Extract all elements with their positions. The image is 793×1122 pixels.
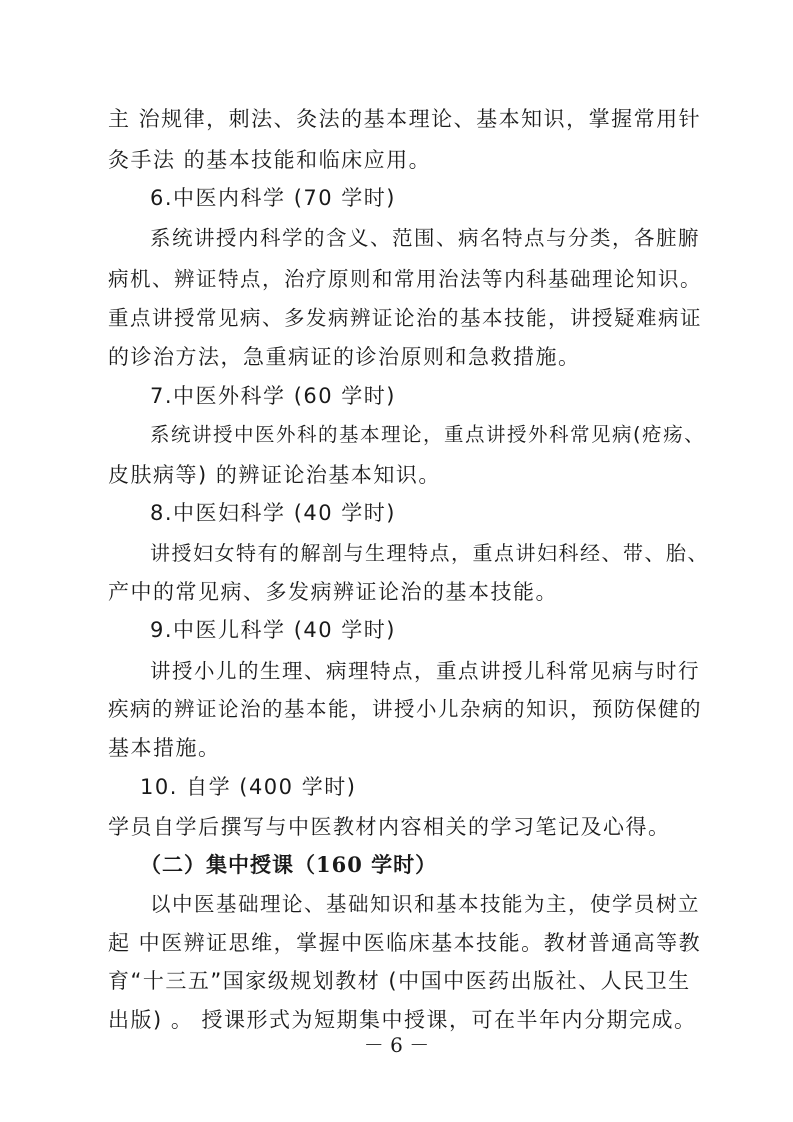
text-line: 主 治规律，刺法、灸法的基本理论、基本知识，掌握常用针 <box>108 107 702 131</box>
text-line: 产中的常见病、多发病辨证论治的基本技能。 <box>108 580 558 604</box>
section-heading: 7.中医外科学 (60 学时) <box>150 384 396 408</box>
text-line: 系统讲授内科学的含义、范围、病名特点与分类，各脏腑 <box>150 226 700 250</box>
text-line: 灸手法 的基本技能和临床应用。 <box>108 148 432 172</box>
section-heading: 9.中医儿科学 (40 学时) <box>150 618 396 642</box>
text-line: 讲授小儿的生理、病理特点，重点讲授儿科常见病与时行 <box>150 659 700 683</box>
text-line: 病机、辨证特点，治疗原则和常用治法等内科基础理论知识。 <box>108 267 702 291</box>
section-heading: 10. 自学 (400 学时) <box>140 775 357 799</box>
subsection-heading: （二）集中授课（160 学时） <box>140 852 438 877</box>
text-line: 出版) 。 授课形式为短期集中授课，可在半年内分期完成。 <box>108 1008 697 1032</box>
text-line: 起 中医辨证思维，掌握中医临床基本技能。教材普通高等教 <box>108 931 702 955</box>
text-line: 基本措施。 <box>108 736 221 760</box>
text-line: 皮肤病等) 的辨证论治基本知识。 <box>108 463 441 487</box>
page-number: － 6 － <box>363 1033 430 1057</box>
text-line: 疾病的辨证论治的基本能，讲授小儿杂病的知识，预防保健的 <box>108 697 702 721</box>
text-line: 讲授妇女特有的解剖与生理特点，重点讲妇科经、带、胎、 <box>150 541 709 565</box>
text-line: 以中医基础理论、基础知识和基本技能为主，使学员树立 <box>150 892 700 916</box>
section-heading: 8.中医妇科学 (40 学时) <box>150 501 396 525</box>
text-line: 重点讲授常见病、多发病辨证论治的基本技能，讲授疑难病证 <box>108 306 702 330</box>
text-line: 学员自学后撰写与中医教材内容相关的学习笔记及心得。 <box>108 815 671 839</box>
text-line: 的诊治方法，急重病证的诊治原则和急救措施。 <box>108 345 581 369</box>
text-line: 系统讲授中医外科的基本理论，重点讲授外科常见病(疮疡、 <box>150 423 706 446</box>
text-line: 育“十三五”国家级规划教材 (中国中医药出版社、人民卫生 <box>108 969 691 993</box>
section-heading: 6.中医内科学 (70 学时) <box>150 186 396 210</box>
